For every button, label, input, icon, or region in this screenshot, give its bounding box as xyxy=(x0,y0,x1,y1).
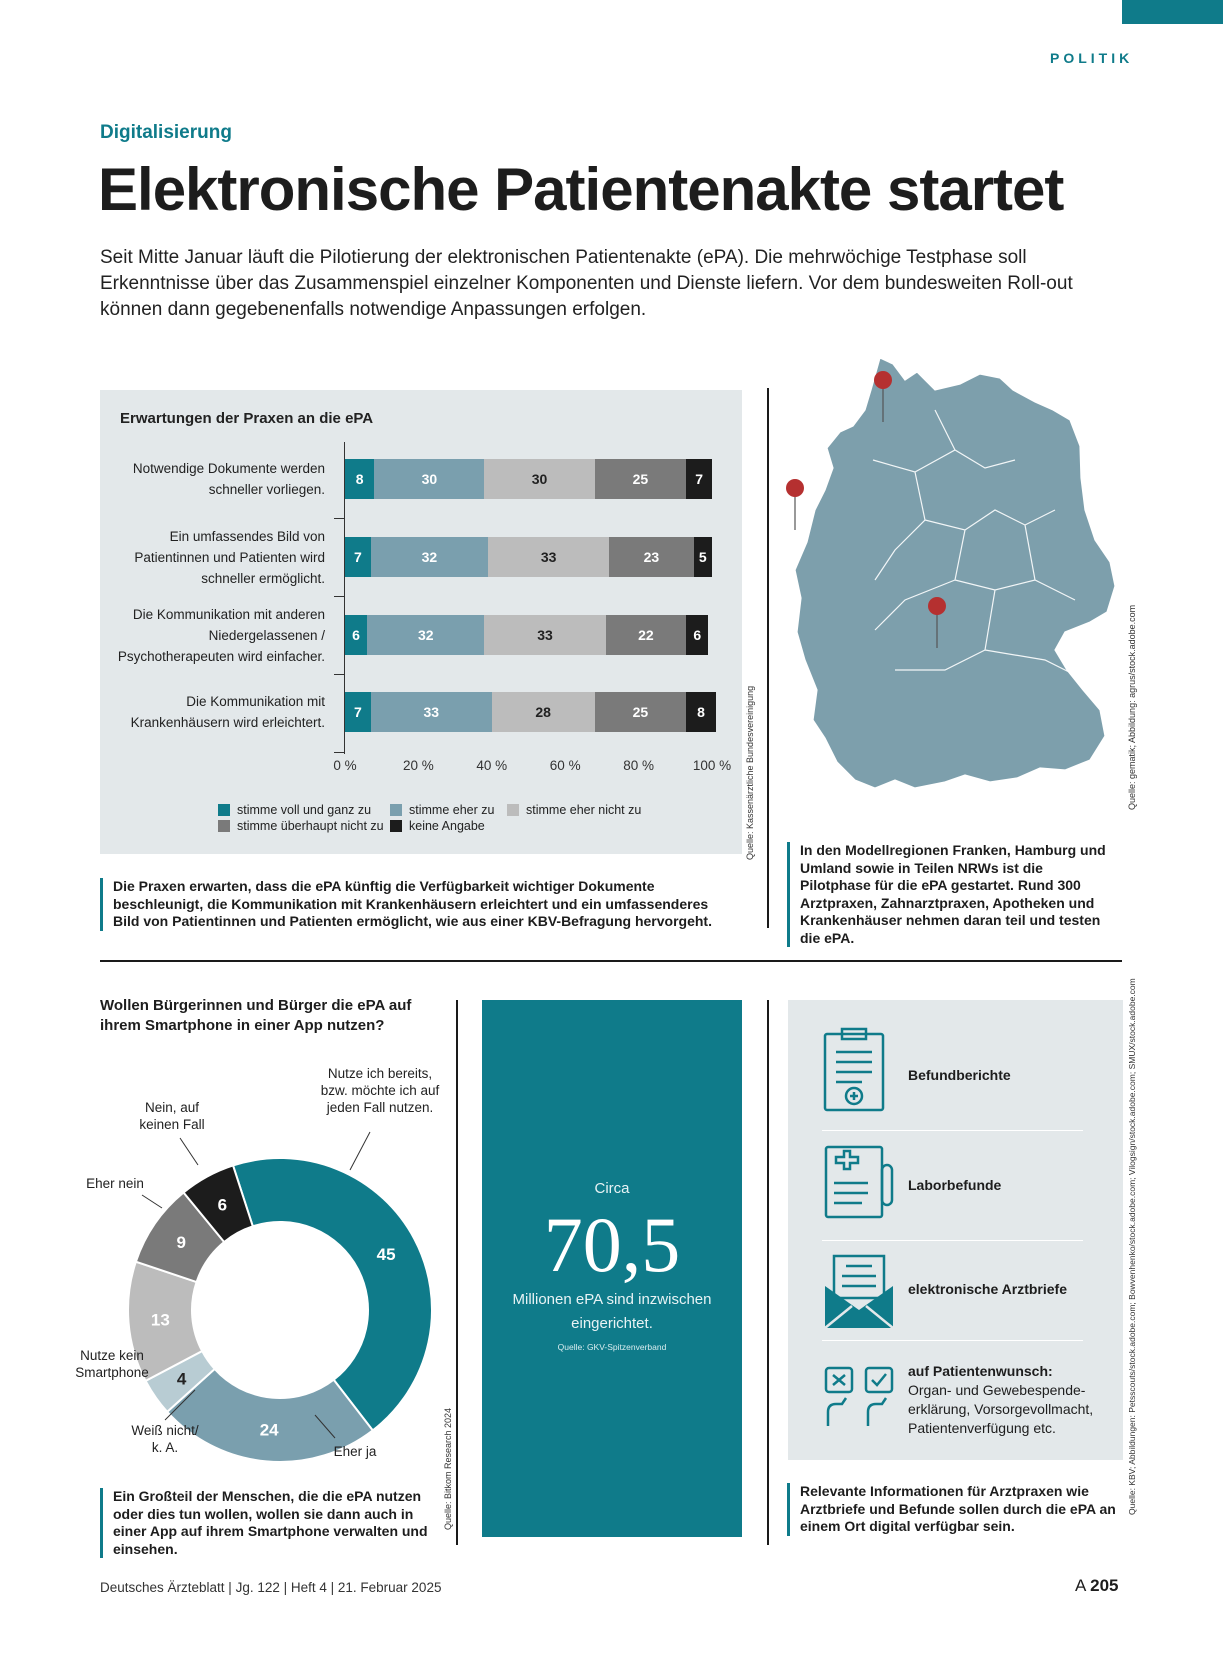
column-divider xyxy=(767,1000,769,1545)
info-sub-line: Organ- und Gewebespende- xyxy=(908,1382,1086,1398)
article-headline: Elektronische Patientenakte startet xyxy=(98,156,1064,223)
bar-category-label-line: schneller ermöglicht. xyxy=(201,570,325,586)
legend-swatch xyxy=(390,820,402,832)
stat-source: Quelle: GKV-Spitzenverband xyxy=(557,1342,667,1352)
bar-axis-tick xyxy=(334,674,344,675)
bar-category-label-line: Ein umfassendes Bild von xyxy=(169,528,325,544)
bar-chart-caption: Die Praxen erwarten, dass die ePA künftig die Verfügbarkeit wichtiger Dokumente beschleunigt, die Kommunikation mit Krankenhäusern erleichtert und ein umfassenderes Bild von Patientinnen und Patienten ermöglicht, wie aus einer KBV-Befragung hervorgeht. xyxy=(100,878,720,931)
donut-chart xyxy=(70,1060,470,1480)
donut-value-label: 13 xyxy=(150,1310,170,1330)
article-kicker: Digitalisierung xyxy=(100,122,232,143)
bar-legend-item xyxy=(390,819,485,833)
bar-category-label xyxy=(95,526,325,589)
legend-label: keine Angabe xyxy=(409,819,485,833)
germany-shape xyxy=(795,358,1115,788)
donut-outer-label: keinen Fall xyxy=(139,1117,205,1132)
bar-value-label: 6 xyxy=(693,627,702,643)
bar-segment xyxy=(484,459,594,499)
donut-value-label: 24 xyxy=(259,1420,279,1440)
bar-legend-item xyxy=(507,803,641,817)
info-divider xyxy=(822,1340,1083,1341)
legend-swatch xyxy=(218,820,230,832)
bar-segment xyxy=(606,615,687,655)
map-pin-nrw xyxy=(786,479,804,530)
bar-value-label: 7 xyxy=(695,471,704,487)
bar-segment xyxy=(492,692,595,732)
donut-outer-label: Nutze ich bereits, xyxy=(327,1066,433,1081)
bar-segment xyxy=(686,459,712,499)
clipboard-icon xyxy=(822,1026,886,1114)
info-caption: Relevante Informationen für Arztpraxen wie Arztbriefe und Befunde sollen durch die ePA an einem Ort digital verfügbar sein. xyxy=(787,1483,1117,1536)
bar-segment xyxy=(374,459,484,499)
footer-page xyxy=(1075,1576,1119,1596)
bar-x-tick-label: 20 % xyxy=(403,758,434,773)
footer-publication: Deutsches Ärzteblatt | Jg. 122 | Heft 4 | 21. Februar 2025 xyxy=(100,1580,442,1595)
footer-page-number: 205 xyxy=(1090,1576,1119,1595)
article-lead: Seit Mitte Januar läuft die Pilotierung der elektronischen Patientenakte (ePA). Die mehrwöchige Testphase soll Erkenntnisse über das Zusammenspiel einzelner Komponenten und Dienste liefern. Vor dem bundesweiten Roll-out können dann gegebenenfalls notwendige Anpassungen erfolgen. xyxy=(100,247,1073,320)
bar-value-label: 30 xyxy=(421,471,438,487)
bar-value-label: 33 xyxy=(540,549,557,565)
info-divider xyxy=(822,1130,1083,1131)
bar-segment xyxy=(609,537,693,577)
donut-outer-label: k. A. xyxy=(151,1440,179,1455)
bar-x-tick-label: 100 % xyxy=(692,758,732,773)
legend-swatch xyxy=(218,804,230,816)
donut-outer-label: jeden Fall nutzen. xyxy=(326,1100,434,1115)
donut-chart-caption: Ein Großteil der Menschen, die die ePA nutzen oder dies tun wollen, wollen sie dann auch in einer App auf ihrem Smartphone verwalten und einsehen. xyxy=(100,1488,440,1558)
top-color-tab xyxy=(1122,0,1223,24)
donut-leader-line xyxy=(142,1195,162,1208)
bar-category-label-line: Die Kommunikation mit xyxy=(186,694,325,709)
stat-circa: Circa xyxy=(594,1180,630,1197)
bar-category-label-line: schneller vorliegen. xyxy=(208,482,325,497)
donut-outer-label: Eher nein xyxy=(86,1176,144,1191)
bar-value-label: 30 xyxy=(531,471,548,487)
bar-category-label-line: Niedergelassenen / xyxy=(208,627,325,643)
bar-segment xyxy=(595,692,687,732)
legend-label: stimme voll und ganz zu xyxy=(237,803,372,817)
bar-value-label: 28 xyxy=(535,704,551,720)
bar-axis-tick xyxy=(334,518,344,519)
column-divider xyxy=(456,1000,458,1545)
bar-value-label: 22 xyxy=(638,627,654,643)
stat-text: Millionen ePA sind inzwischen eingerichtet. xyxy=(512,1291,712,1332)
bar-value-label: 32 xyxy=(421,549,438,565)
info-label-laborbefunde: Laborbefunde xyxy=(908,1177,1002,1193)
info-label-arztbriefe: elektronische Arztbriefe xyxy=(908,1281,1067,1297)
bar-segment xyxy=(367,615,484,655)
bar-legend-item xyxy=(218,819,384,833)
legend-label: stimme überhaupt nicht zu xyxy=(237,819,384,833)
bar-segment xyxy=(694,537,712,577)
donut-leader-line xyxy=(350,1132,370,1170)
legend-swatch xyxy=(507,804,519,816)
donut-outer-label: Weiß nicht/ xyxy=(131,1423,199,1438)
bar-category-label xyxy=(95,691,325,733)
info-divider xyxy=(822,1240,1083,1241)
bar-x-tick-label: 40 % xyxy=(476,758,508,773)
bar-value-label: 7 xyxy=(353,704,362,720)
bar-segment xyxy=(345,459,374,499)
bar-value-label: 8 xyxy=(355,471,364,487)
bar-value-label: 7 xyxy=(353,549,362,565)
legend-label: stimme eher zu xyxy=(409,803,495,817)
bar-category-label-line: Notwendige Dokumente werden xyxy=(132,461,325,476)
bar-segment xyxy=(371,537,488,577)
bar-chart-title: Erwartungen der Praxen an die ePA xyxy=(120,410,374,427)
map-source: Quelle: gematik; Abbildung: agrus/stock.adobe.com xyxy=(1127,604,1137,810)
bar-segment xyxy=(484,615,605,655)
stat-panel xyxy=(482,1000,742,1537)
bar-segment xyxy=(345,692,371,732)
donut-value-label: 9 xyxy=(176,1232,186,1252)
info-label-patientenwunsch-title: auf Patientenwunsch: xyxy=(908,1363,1053,1379)
bar-value-label: 5 xyxy=(698,549,707,565)
bar-axis-tick xyxy=(334,752,344,753)
bar-category-label-line: Patientinnen und Patienten wird xyxy=(134,549,325,565)
donut-chart-source: Quelle: Bitkom Research 2024 xyxy=(443,1407,453,1530)
info-label-patientenwunsch xyxy=(908,1362,1118,1438)
bar-x-tick-label: 80 % xyxy=(623,758,654,773)
bar-segment xyxy=(488,537,609,577)
donut-value-label: 6 xyxy=(217,1195,228,1215)
bar-category-label xyxy=(95,604,325,667)
bar-category-label-line: Die Kommunikation mit anderen xyxy=(132,606,325,622)
bar-value-label: 33 xyxy=(423,704,440,720)
bar-category-label xyxy=(95,458,325,500)
bar-segment xyxy=(686,615,708,655)
bar-segment xyxy=(345,537,371,577)
donut-outer-label: Nutze kein xyxy=(80,1348,144,1363)
bar-value-label: 33 xyxy=(537,627,553,643)
bar-category-label-line: Psychotherapeuten wird einfacher. xyxy=(117,648,325,664)
bar-value-label: 8 xyxy=(697,704,705,720)
donut-outer-label: Eher ja xyxy=(333,1444,377,1459)
info-source: Quelle: KBV; Abbildungen: Petsscouts/stock.adobe.com; Bowvenhenko/stock.adobe.com; Vilogsign/stock.adobe.com; SMUX/stock.adobe.com xyxy=(1127,978,1137,1515)
section-label: POLITIK xyxy=(1050,50,1134,66)
legend-label: stimme eher nicht zu xyxy=(526,803,642,817)
bar-legend-item xyxy=(218,803,371,817)
bar-x-tick-label: 0 % xyxy=(333,758,357,773)
info-label-befundberichte: Befundberichte xyxy=(908,1067,1011,1083)
donut-outer-label: Nein, auf xyxy=(144,1100,200,1115)
bar-segment xyxy=(595,459,687,499)
bar-segment xyxy=(345,615,367,655)
bar-value-label: 25 xyxy=(632,704,649,720)
map-caption: In den Modellregionen Franken, Hamburg und Umland sowie in Teilen NRWs ist die Pilotphase für die ePA gestartet. Rund 300 Arztpraxen, Zahnarztpraxen, Apotheken und Krankenhäuser nehmen daran teil und testen die ePA. xyxy=(787,842,1117,947)
bar-value-label: 25 xyxy=(632,471,649,487)
bar-chart-source: Quelle: Kassenärztliche Bundesvereinigung xyxy=(745,685,755,860)
stat-number: 70,5 xyxy=(543,1201,681,1288)
bar-segment xyxy=(686,692,715,732)
info-sub-line: Patientenverfügung etc. xyxy=(908,1420,1056,1436)
bar-value-label: 23 xyxy=(643,549,660,565)
horizontal-rule xyxy=(100,960,1122,962)
bar-value-label: 6 xyxy=(352,627,360,643)
germany-map xyxy=(785,350,1145,800)
envelope-letter-icon xyxy=(822,1252,896,1330)
lab-report-icon xyxy=(822,1143,900,1221)
bar-axis-tick xyxy=(334,596,344,597)
footer-page-prefix: A xyxy=(1075,1576,1086,1595)
donut-value-label: 45 xyxy=(376,1245,396,1265)
donut-chart-title: Wollen Bürgerinnen und Bürger die ePA auf ihrem Smartphone in einer App nutzen? xyxy=(100,997,412,1034)
info-sub-line: erklärung, Vorsorgevollmacht, xyxy=(908,1401,1094,1417)
bar-category-label-line: Krankenhäusern wird erleichtert. xyxy=(130,715,325,730)
donut-outer-label: Smartphone xyxy=(75,1365,149,1380)
bar-value-label: 32 xyxy=(417,627,434,643)
bar-segment xyxy=(371,692,492,732)
donut-outer-label: bzw. möchte ich auf xyxy=(320,1083,440,1098)
donut-leader-line xyxy=(180,1138,198,1165)
bar-x-tick-label: 60 % xyxy=(549,758,581,773)
column-divider xyxy=(767,388,769,928)
consent-icon xyxy=(822,1364,898,1432)
legend-swatch xyxy=(390,804,402,816)
donut-value-label: 4 xyxy=(176,1369,187,1389)
bar-legend-item xyxy=(390,803,494,817)
